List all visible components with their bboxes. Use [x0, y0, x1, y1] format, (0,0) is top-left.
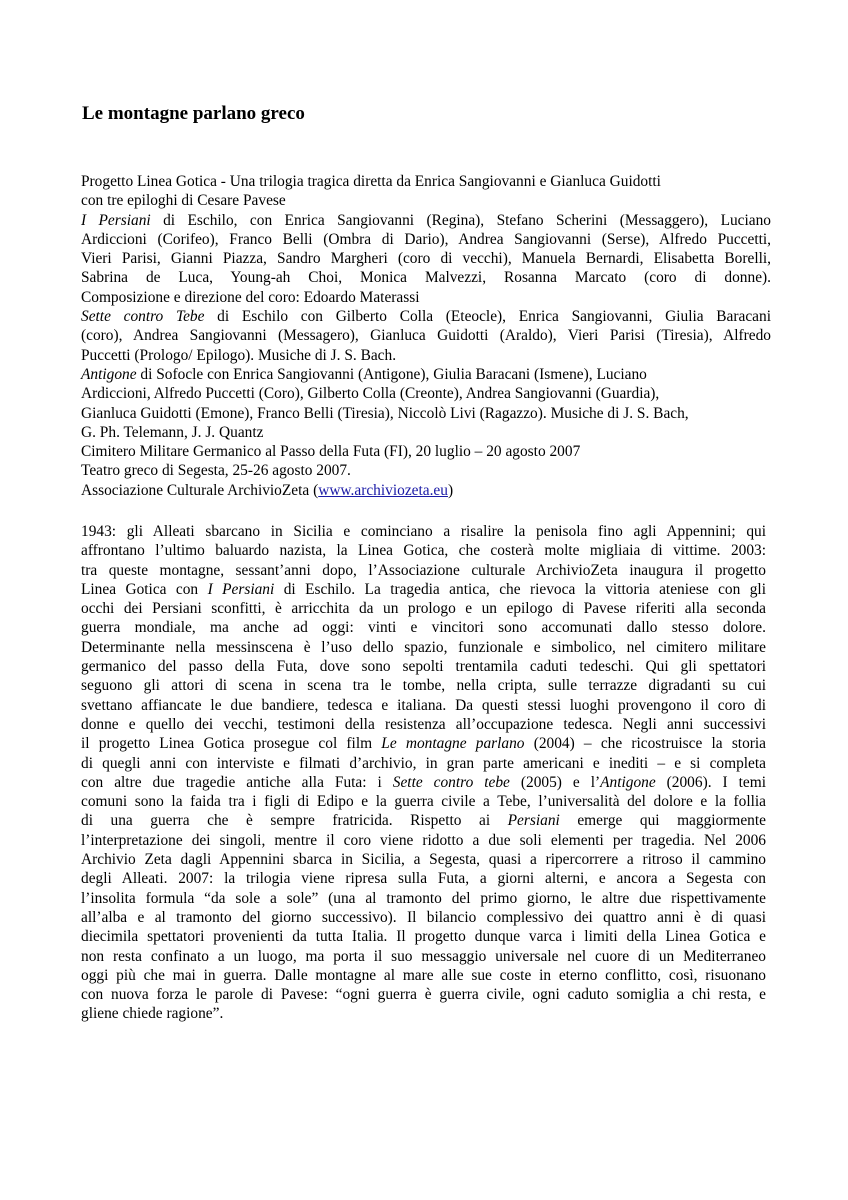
credits-text: ): [447, 481, 454, 499]
body-text: (2006). I temi: [655, 773, 766, 791]
article-body: [81, 522, 766, 1024]
body-line: 1943: gli Alleati sbarcano in Sicilia e cominciano a risalire la penisola fino agli Appennini; qui: [81, 523, 766, 540]
italic-title: Persiani: [507, 812, 560, 830]
italic-title: I Persiani: [207, 580, 275, 598]
page-title: Le montagne parlano greco: [82, 103, 305, 124]
body-line: l’insolita formula “da sole a sole” (una al tramonto del primo giorno, le altre due rispettivamente: [81, 889, 766, 907]
play-title-persiani: I Persiani: [81, 211, 151, 229]
body-line: svettano affiancate le due bandiere, tedesca e italiana. Da questi stessi luoghi provengono il coro di: [81, 696, 766, 714]
credits-sette-line: Puccetti (Prologo/ Epilogo). Musiche di J. S. Bach.: [81, 346, 397, 364]
credits-antigone-line: G. Ph. Telemann, J. J. Quantz: [81, 423, 264, 441]
credits-venue: Cimitero Militare Germanico al Passo della Futa (FI), 20 luglio – 20 agosto 2007: [81, 443, 581, 461]
body-line: all’alba e al tramonto del giorno successivo). Il bilancio complessivo dei quattro anni è di quasi: [81, 908, 766, 926]
credits-antigone-line: Gianluca Guidotti (Emone), Franco Belli (Tiresia), Niccolò Livi (Ragazzo). Musiche di J. S. Bach,: [81, 404, 689, 422]
credits-persiani-line: [81, 211, 771, 230]
credits-venue: Teatro greco di Segesta, 25-26 agosto 2007.: [81, 462, 351, 480]
archiviozeta-link[interactable]: www.archiviozeta.eu: [318, 481, 448, 499]
body-line: germanico del passo della Futa, dove sono sepolti trentamila caduti tedeschi. Qui gli spettatori: [81, 658, 766, 676]
body-line: Determinante nella messinscena è l’uso dello spazio, funzionale e simbolico, nel cimitero militare: [81, 638, 766, 656]
italic-title: Sette contro tebe: [392, 773, 510, 791]
credits-text: di Eschilo con Gilberto Colla (Eteocle), Enrica Sangiovanni, Giulia Baracani: [204, 308, 771, 326]
body-line: [81, 580, 766, 599]
body-line: diecimila spettatori provenienti da tutta Italia. Il progetto dunque varca i limiti della Linea Gotica e: [81, 928, 766, 946]
credits-association: [81, 481, 771, 500]
body-line: [81, 773, 766, 792]
credits-project-line: con tre epiloghi di Cesare Pavese: [81, 192, 286, 210]
body-line: guerra mondiale, ma anche ad oggi: vinti e vincitori sono accomunati dallo stesso dolore.: [81, 619, 766, 637]
play-title-antigone: Antigone: [81, 365, 137, 383]
body-line: affrontano l’ultimo baluardo nazista, la Linea Gotica, che costerà molte migliaia di vittime. 2003:: [81, 542, 766, 560]
credits-text: Associazione Culturale ArchivioZeta (: [81, 481, 319, 499]
body-line: occhi dei Persiani sconfitti, è arricchita da un prologo e un epilogo di Pavese riferiti alla seconda: [81, 600, 766, 618]
credits-antigone-line: [81, 365, 771, 384]
body-line: comuni sono la faida tra i figli di Edipo e la guerra civile a Tebe, l’universalità del dolore e la follia: [81, 793, 766, 811]
body-line: oggi più che mai in guerra. Dalle montagne al mare alle sue coste in eterno conflitto, così, risuonano: [81, 966, 766, 984]
body-line: Archivio Zeta dagli Appennini sbarca in Sicilia, a Segesta, quasi a ripercorrere a ritroso il cammino: [81, 851, 766, 869]
credits-antigone-line: Ardiccioni, Alfredo Puccetti (Coro), Gilberto Colla (Creonte), Andrea Sangiovanni (Guardia),: [81, 385, 660, 403]
credits-persiani-line: Composizione e direzione del coro: Edoardo Materassi: [81, 288, 420, 306]
body-text: il progetto Linea Gotica prosegue col film: [81, 735, 382, 753]
body-line: gliene chiede ragione”.: [81, 1005, 224, 1023]
credits-sette-line: (coro), Andrea Sangiovanni (Messagero), Gianluca Guidotti (Araldo), Vieri Parisi (Tiresia), Alfredo: [81, 327, 771, 345]
body-line: [81, 734, 766, 753]
credits-persiani-line: Sabrina de Luca, Young-ah Choi, Monica Malvezzi, Rosanna Marcato (coro di donne).: [81, 269, 771, 287]
body-line: non resta confinato a un luogo, ma porta il suo messaggio universale nel cuore di un Mediterraneo: [81, 947, 766, 965]
body-text: (2004) – che ricostruisce la storia: [524, 735, 767, 753]
body-line: l’interpretazione dei singoli, mentre il coro viene ridotto a due soli elementi per tragedia. Nel 2006: [81, 831, 766, 849]
body-line: donne e quello dei vecchi, testimoni della resistenza all’occupazione tedesca. Negli anni successivi: [81, 715, 766, 733]
credits-text: di Sofocle con Enrica Sangiovanni (Antigone), Giulia Baracani (Ismene), Luciano: [136, 365, 647, 383]
play-title-sette: Sette contro Tebe: [81, 308, 205, 326]
italic-title: Antigone: [600, 773, 656, 791]
credits-persiani-line: Vieri Parisi, Gianni Piazza, Sandro Margheri (coro di vecchi), Manuela Bernardi, Elisabetta Borelli,: [81, 250, 771, 268]
body-line: di quegli anni con interviste e filmati d’archivio, in gran parte americani e inediti – e si completa: [81, 754, 766, 772]
credits-block: [81, 172, 771, 500]
body-line: degli Alleati. 2007: la trilogia viene ripresa sulla Futa, a giorni alterni, e ancora a Segesta con: [81, 870, 766, 888]
body-line: con nuova forza le parole di Pavese: “ogni guerra è guerra civile, ogni caduto somiglia a chi resta, e: [81, 986, 766, 1004]
body-line: seguono gli attori di scena in scena tra le tombe, nella cripta, sulle terrazze digradanti su cui: [81, 677, 766, 695]
body-text: emerge qui maggiormente: [559, 812, 766, 830]
body-text: con altre due tragedie antiche alla Futa: i: [81, 773, 393, 791]
credits-project-line: Progetto Linea Gotica - Una trilogia tragica diretta da Enrica Sangiovanni e Gianluca Guidotti: [81, 173, 661, 190]
body-line: tra queste montagne, sessant’anni dopo, l’Associazione culturale ArchivioZeta inaugura il progetto: [81, 561, 766, 579]
body-text: di una guerra che è sempre fratricida. Rispetto ai: [81, 812, 508, 830]
italic-title: Le montagne parlano: [381, 735, 525, 753]
body-text: (2005) e l’: [509, 773, 601, 791]
credits-text: di Eschilo, con Enrica Sangiovanni (Regina), Stefano Scherini (Messaggero), Luciano: [150, 211, 771, 229]
body-text: di Eschilo. La tragedia antica, che rievoca la vittoria ateniese con gli: [274, 580, 766, 598]
body-line: [81, 811, 766, 830]
credits-persiani-line: Ardiccioni (Corifeo), Franco Belli (Ombra di Dario), Andrea Sangiovanni (Serse), Alfredo Puccetti,: [81, 230, 771, 248]
body-text: Linea Gotica con: [81, 580, 208, 598]
credits-sette-line: [81, 307, 771, 326]
